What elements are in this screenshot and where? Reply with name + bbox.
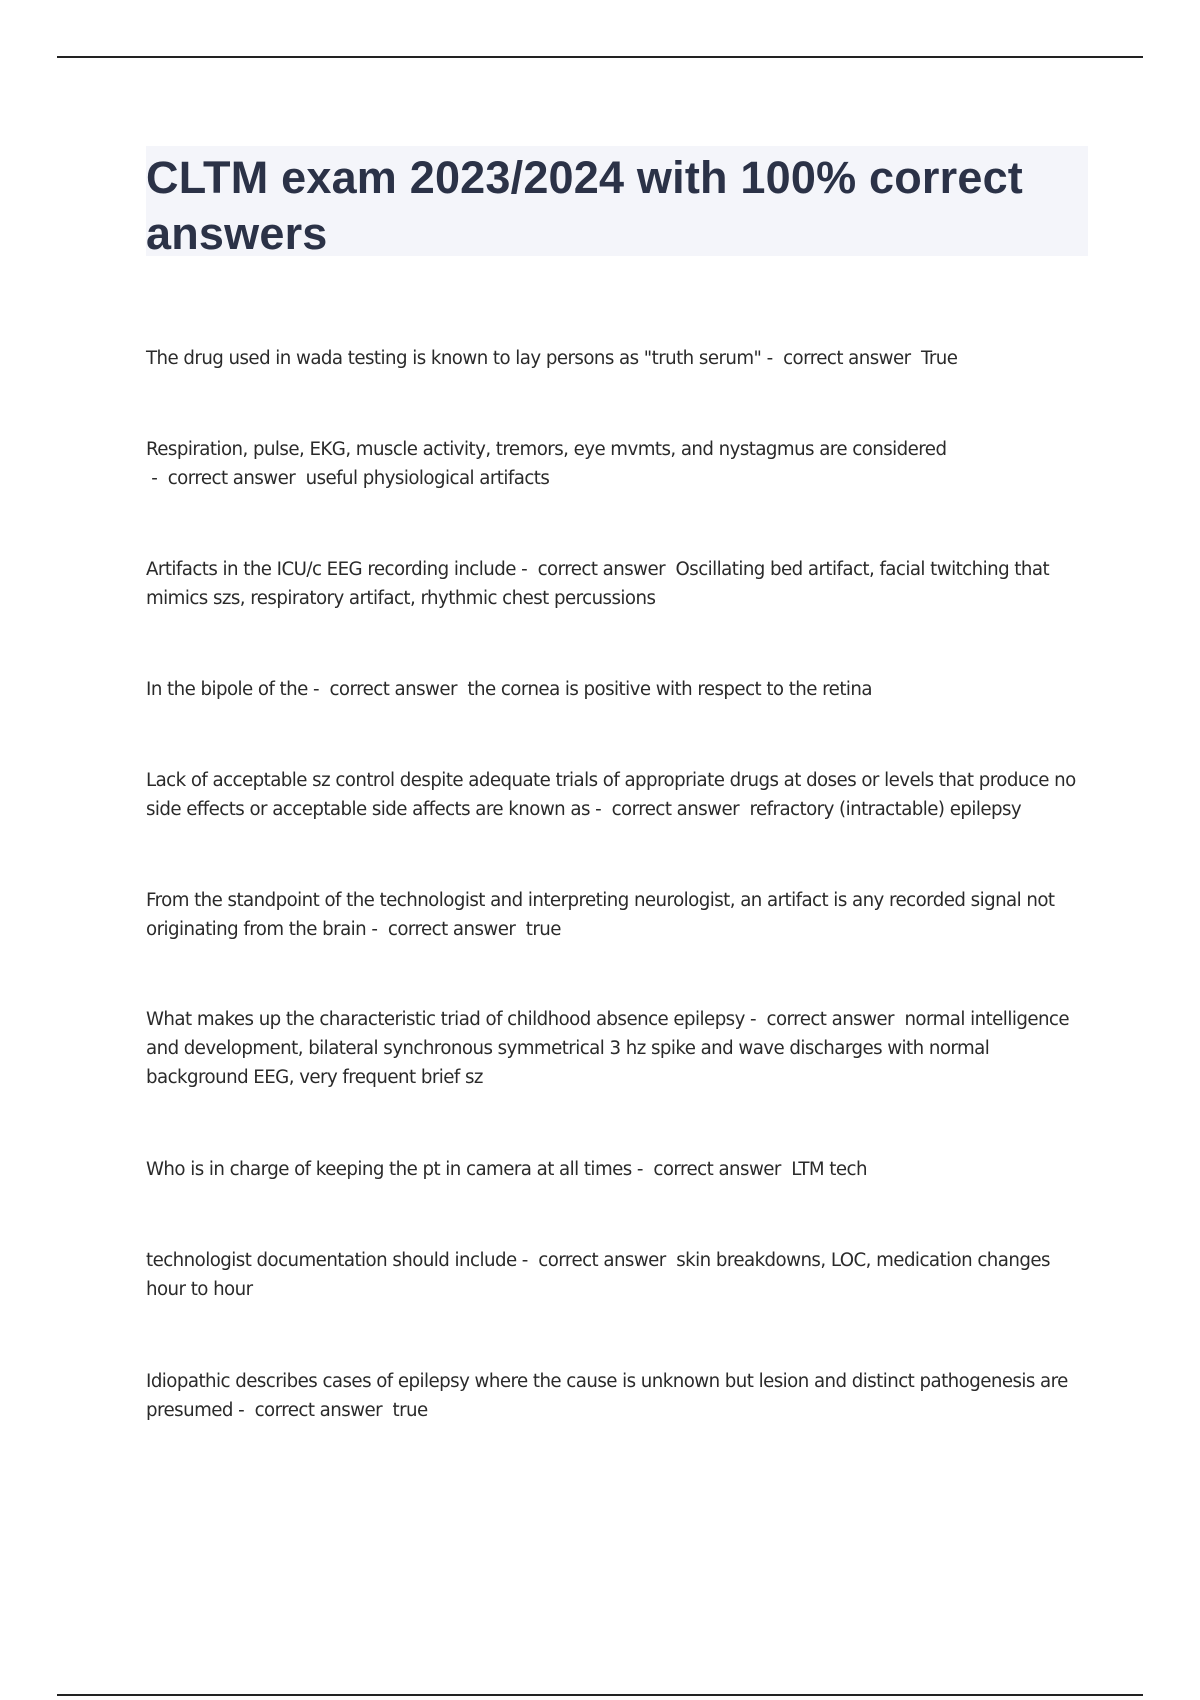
answer-separator: - correct answer: [307, 679, 468, 700]
answer-separator: - correct answer: [631, 1159, 792, 1180]
question-text: Idiopathic describes cases of epilepsy where the cause is unknown but lesion and distinct pathogenesis are presumed: [146, 1371, 1068, 1421]
page-title: CLTM exam 2023/2024 with 100% correct answers: [146, 152, 1023, 259]
qa-item: [146, 344, 1091, 373]
question-text: The drug used in wada testing is known to lay persons as "truth serum": [146, 348, 762, 369]
qa-item: [146, 1246, 1091, 1304]
qa-item: [146, 1005, 1091, 1092]
answer-text: true: [392, 1400, 428, 1421]
answer-separator: - correct answer: [744, 1009, 905, 1030]
answer-text: refractory (intractable) epilepsy: [749, 799, 1022, 820]
answer-text: the cornea is positive with respect to the retina: [467, 679, 872, 700]
answer-text: skin breakdowns, LOC, medication changes hour to hour: [146, 1250, 1050, 1300]
answer-text: useful physiological artifacts: [305, 468, 550, 489]
qa-item: [146, 886, 1091, 944]
answer-separator: - correct answer: [366, 919, 526, 940]
qa-item: [146, 555, 1091, 613]
answer-text: LTM tech: [791, 1159, 867, 1180]
question-text: In the bipole of the: [146, 679, 308, 700]
qa-item: [146, 675, 1091, 704]
question-text: Artifacts in the ICU/c EEG recording include: [146, 559, 516, 580]
top-rule: [57, 56, 1143, 58]
answer-text: true: [525, 919, 561, 940]
qa-item: [146, 766, 1091, 824]
answer-text: normal intelligence and development, bilateral synchronous symmetrical 3 hz spike and wave discharges with normal background EEG, very frequent brief sz: [146, 1009, 1070, 1088]
answer-separator: - correct answer: [761, 348, 921, 369]
answer-separator: - correct answer: [515, 559, 676, 580]
answer-separator: - correct answer: [146, 468, 306, 489]
question-text: Who is in charge of keeping the pt in camera at all times: [146, 1159, 632, 1180]
question-text: From the standpoint of the technologist and interpreting neurologist, an artifact is any recorded signal not originating from the brain: [146, 890, 1055, 940]
answer-text: Oscillating bed artifact, facial twitching that mimics szs, respiratory artifact, rhythmic chest percussions: [146, 559, 1050, 609]
qa-item: [146, 1155, 1091, 1184]
answer-separator: - correct answer: [232, 1400, 393, 1421]
question-text: Respiration, pulse, EKG, muscle activity, tremors, eye mvmts, and nystagmus are considered: [146, 439, 947, 460]
qa-item: [146, 435, 1091, 493]
question-text: Lack of acceptable sz control despite adequate trials of appropriate drugs at doses or levels that produce no side effects or acceptable side affects are known as: [146, 770, 1076, 820]
bottom-rule: [57, 1694, 1143, 1696]
question-text: technologist documentation should include: [146, 1250, 517, 1271]
title-banner: [146, 146, 1088, 259]
answer-separator: - correct answer: [516, 1250, 677, 1271]
question-text: What makes up the characteristic triad of childhood absence epilepsy: [146, 1009, 745, 1030]
qa-item: [146, 1367, 1091, 1425]
answer-separator: - correct answer: [589, 799, 750, 820]
answer-text: True: [920, 348, 958, 369]
